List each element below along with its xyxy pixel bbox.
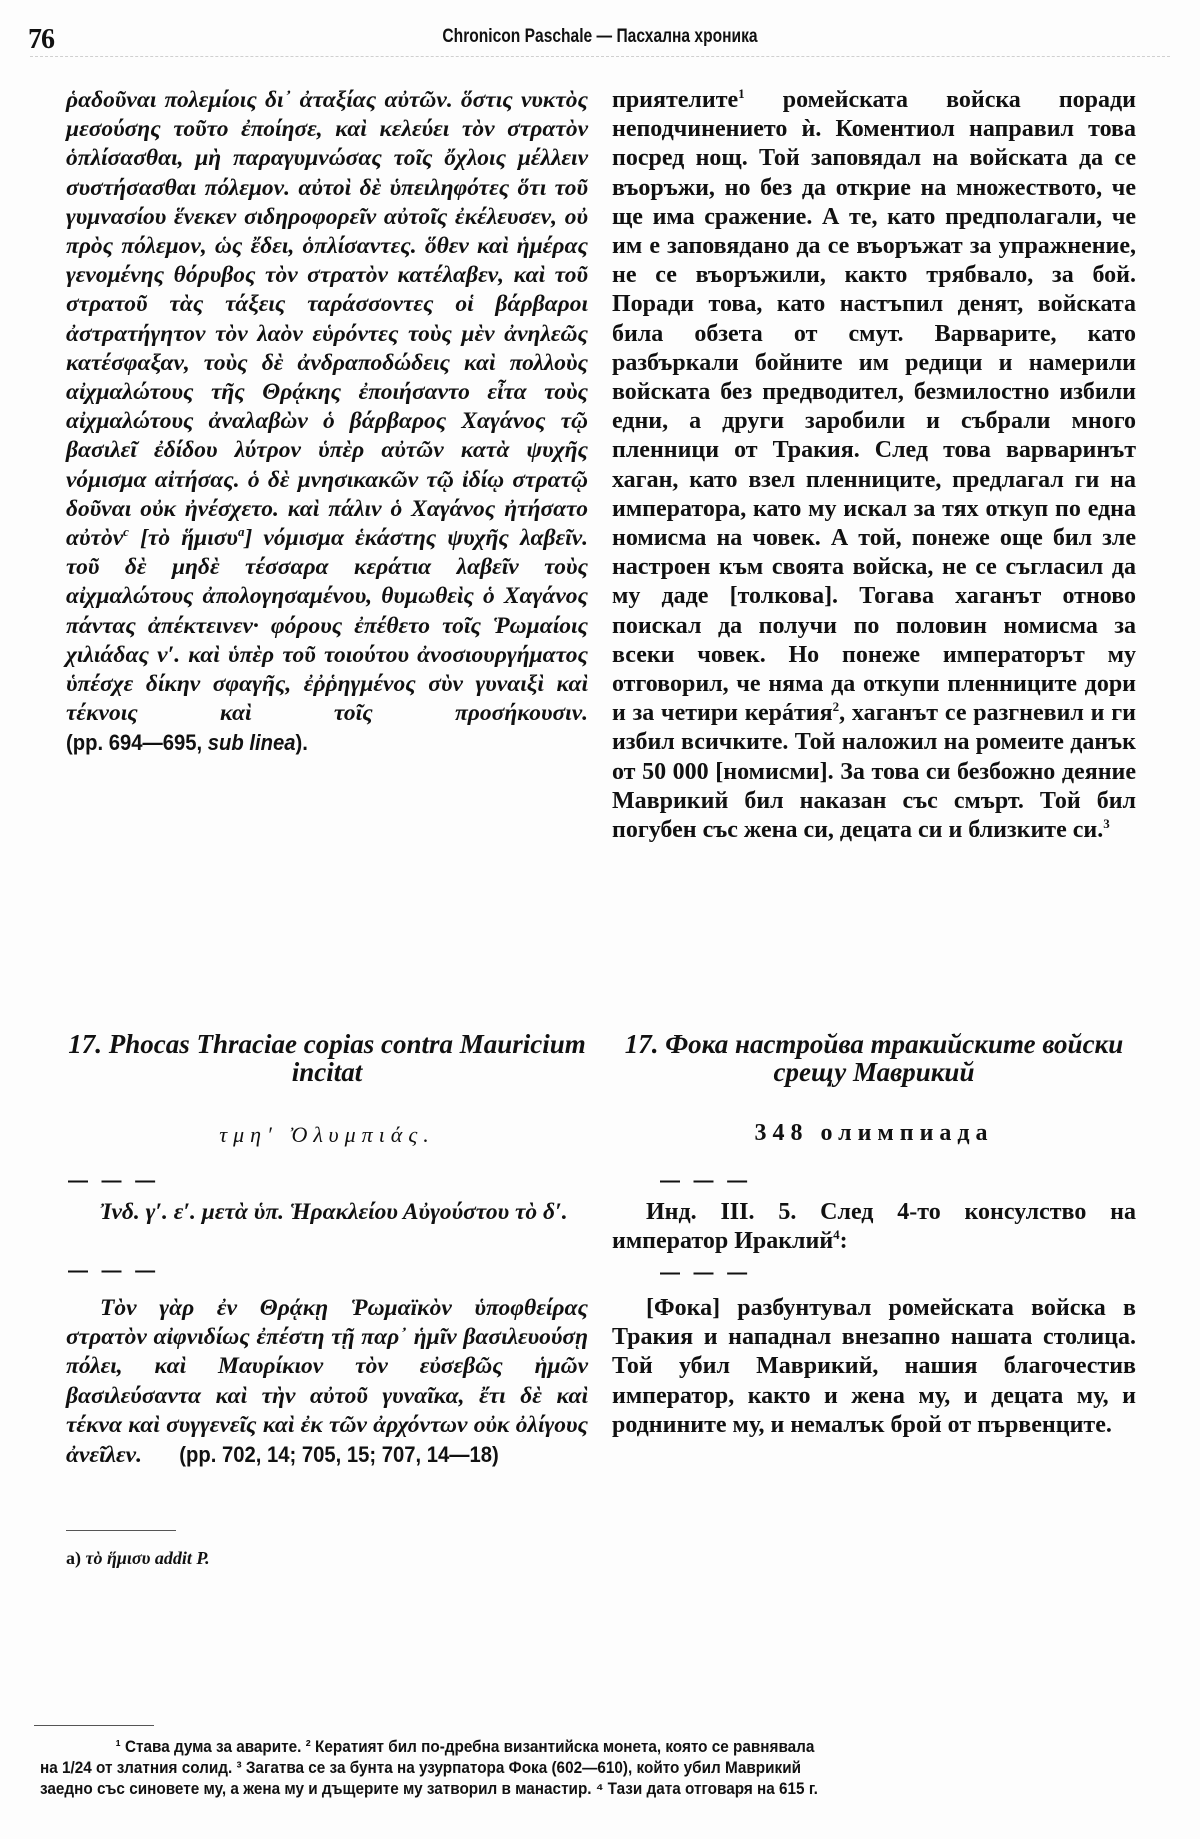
separator-dashes: — — — — [68, 1170, 160, 1192]
bulgarian-olympiad: 348 олимпиада — [754, 1120, 994, 1146]
footnote-line: ¹ Става дума за аварите. ² Кератият бил по-дребна византийска монета, която се равнявала — [115, 1737, 815, 1756]
footnote-line: заедно със синовете му, а жена му и дъщерите му затворил в манастир. ⁴ Тази дата отговаря на 615 г. — [40, 1779, 818, 1798]
footnote-divider — [34, 1725, 154, 1726]
separator-dashes: — — — — [660, 1170, 752, 1192]
footnote-marker: c — [123, 524, 129, 540]
greek-olympiad: τμη′ Ὀλυμπιάς. — [219, 1122, 435, 1147]
ref-text: (pp. 694—695, — [66, 730, 203, 756]
source-reference — [66, 728, 308, 757]
bulgarian-date-line — [612, 1198, 1136, 1256]
apparatus-label: a) — [66, 1548, 86, 1568]
apparatus-note — [66, 1548, 210, 1569]
header-divider — [30, 56, 1170, 57]
separator-dashes: — — — — [68, 1260, 160, 1282]
greek-bracket-text: [τὸ ἥμισυ — [140, 525, 238, 552]
greek-date-line: Ἰνδ. γ′. ε′. μετὰ ὑπ. Ἡρακλείου Αὐγούστου τὸ δ′. — [100, 1199, 568, 1225]
section-title-latin: 17. Phocas Thraciae copias contra Mauricium incitat — [68, 1029, 586, 1087]
greek-text-column-section17 — [66, 1294, 588, 1470]
ref-italic: sub linea — [207, 730, 296, 756]
bulgarian-text-column-section17: [Фока] разбунтувал ромейската войска в Тракия и нападнал внезапно нашата столица. Той убил Маврикий, нашия благочестив император, както и жена му, и децата му, и роднините му, и немалък брой от първенците. — [612, 1295, 1136, 1438]
section-title-bulgarian: 17. Фока настройва тракийските войски срещу Маврикий — [624, 1029, 1124, 1087]
separator-dashes: — — — — [660, 1262, 752, 1284]
footnote-marker: 3 — [1103, 816, 1110, 832]
ref-end: ). — [295, 730, 308, 756]
footnote-marker: 1 — [738, 86, 745, 101]
footnote-marker: 4 — [833, 1227, 840, 1243]
greek-paragraph: ῥαδοῦναι πολεμίοις δι᾽ ἀταξίας αὐτῶν. ὅστις νυκτὸς μεσούσης τοῦτο ἐποίησε, καὶ κελεύει τὸν στρατὸν ὁπλίσασθαι, μὴ παραγυμνώσας τοῖς ὄχλοις μέλλειν συστήσασθαι πόλεμον. αὐτοὶ δὲ ὑπειληφότες ὅτι τοῦ γυμνασίου ἕνεκεν σιδηροφορεῖν αὐτοῖς ἐκέλευσεν, οὐ πρὸς πόλεμον, ὡς ἔδει, ὁπλίσαντες. ὅθεν καὶ ἡμέρας γενομένης θόρυβος τὸν στρατὸν κατέλαβεν, καὶ τοῦ στρατοῦ τὰς τάξεις ταράσσοντες οἱ βάρβαροι ἀστρατήγητον τὸν λαὸν εὑρόντες τοὺς μὲν ἀνηλεῶς κατέσφαξαν, τοὺς δὲ ἀνδραποδώδεις καὶ πολλοὺς αἰχμαλώτους τῆς Θρᾴκης ἐποιήσαντο εἶτα τοὺς αἰχμαλώτους ἀναλαβὼν ὁ βάρβαρος Χαγάνος τῷ βασιλεῖ ἐδίδου λύτρον ὑπὲρ αὐτῶν κατὰ ψυχῆς νόμισμα αἰτήσας. ὁ δὲ μνησικακῶν τῷ ἰδίῳ στρατῷ δοῦναι οὐκ ἠνέσχετο. καὶ πάλιν ὁ Χαγάνος ἠτήσατο αὐτὸν — [66, 87, 588, 552]
bulgarian-text-column-top — [612, 86, 1136, 845]
apparatus-divider — [66, 1530, 176, 1531]
source-reference: (pp. 702, 14; 705, 15; 707, 14—18) — [179, 1442, 499, 1468]
page-number: 76 — [28, 24, 54, 55]
footnote-marker: a — [237, 524, 245, 540]
footnotes — [40, 1736, 1066, 1799]
greek-text-column-top — [66, 86, 588, 759]
footnote-line: на 1/24 от златния солид. ³ Загатва се за бунта на узурпатора Фока (602—610), който убил Маврикий — [40, 1758, 802, 1777]
apparatus-latin: addit P. — [150, 1548, 210, 1568]
apparatus-greek: τὸ ἥμισυ — [85, 1548, 151, 1568]
bg-date-text: Инд. III. 5. След 4-то консулство на император Ираклий — [612, 1199, 1136, 1255]
greek-paragraph-cont: ] νόμισμα ἑκάστης ψυχῆς λαβεῖν. τοῦ δὲ μηδὲ τέσσαρα κεράτια λαβεῖν τοὺς αἰχμαλώτους ἀπολογησαμένου, θυμωθεὶς ὁ Χαγάνος πάντας ἀπέκτεινεν· φόρους ἐπέθετο τοῖς Ῥωμαίοις χιλιάδας ν′. καὶ ὑπὲρ τοῦ τοιούτου ἀνοσιουργήματος ὑπέσχε δίκην σφαγῆς, ἐῤῥηγμένος σὺν γυναιξὶ καὶ τέκνοις καὶ τοῖς προσήκουσιν. — [66, 525, 589, 727]
bg-paragraph-cont: , хаганът се разгневил и ги избил всичките. Той наложил на ромеите данък от 50 000 [номисми]. За това си безбожно деяние Маврикий бил наказан със смърт. Той бил погубен със жена си, децата си и близките си. — [612, 700, 1136, 844]
running-title: Chronicon Paschale — Пасхална хроника — [442, 26, 758, 47]
bg-paragraph-cont: ромейската войска поради неподчинението ѝ. Коментиол направил това посред нощ. Той заповядал на войската да се въоръжи, но без да открие на множеството, че ще има сражение. А те, като предполагали, че им е заповядано да се въоръжат за упражнение, не се въоръжили, както трябвало, за бой. Поради това, като настъпил денят, войската била обзета от смут. Варварите, като разбъркали бойните им редици и намерили войската без предводител, безмилостно избили едни, а други заробили и събрали много пленници от Тракия. След това варваринът хаган, като взел пленниците, предлагал ги на императора, като му искал за тях откуп по една номисма на човек. А той, понеже още бил зле настроен към своята войска, не се съгласил да му даде [толкова]. Тогава хаганът отново поискал да получи по половин номисма за всеки човек. Но понеже императорът му отговорил, че няма да откупи пленниците дори и за четири керáтия — [612, 87, 1136, 727]
bg-date-end: : — [839, 1228, 848, 1255]
greek-paragraph: Τὸν γὰρ ἐν Θρᾴκῃ Ῥωμαϊκὸν ὑποφθείρας στρατὸν αἰφνιδίως ἐπέστη τῇ παρ᾽ ἡμῖν βασιλευούσῃ πόλει, καὶ Μαυρίκιον τὸν εὐσεβῶς ἡμῶν βασιλεύσαντα καὶ τὴν αὐτοῦ γυναῖκα, ἔτι δὲ καὶ τέκνα καὶ συγγενεῖς καὶ ἐκ τῶν ἀρχόντων οὐκ ὀλίγους ἀνεῖλεν. — [66, 1295, 588, 1469]
bg-paragraph: приятелите — [612, 87, 739, 113]
footnote-marker: 2 — [832, 699, 840, 715]
page-header — [28, 16, 1172, 56]
